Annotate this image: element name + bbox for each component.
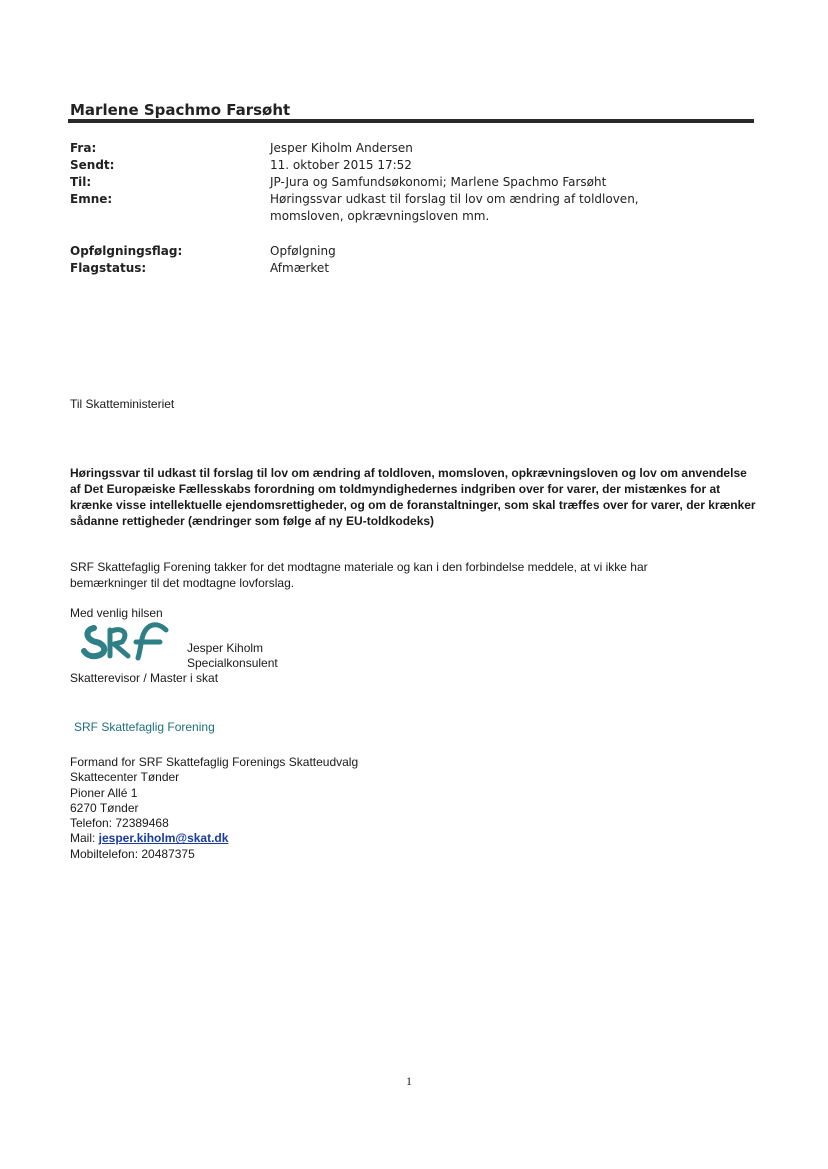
flag-status-label: Flagstatus: — [70, 261, 147, 275]
mailbox-owner-name: Marlene Spachmo Farsøht — [70, 101, 291, 119]
signature-title: Specialkonsulent — [187, 656, 278, 670]
mail-label: Mail: — [70, 831, 99, 846]
followup-flag-label: Opfølgningsflag: — [70, 244, 183, 258]
hearing-subject: Høringssvar til udkast til forslag til lov om ændring af toldloven, momsloven, opkrævningsloven og lov om anvendelse af Det Europæiske Fællesskabs forordning om toldmyndighedernes indgriben over for varer, der mistænkes for at krænke visse intellektuelle ejendomsrettigheder, og om de foranstaltninger, som skal træffes over for varer, der krænker sådanne rettigheder (ændringer som følge af ny EU-toldkodeks) — [70, 466, 756, 528]
from-value: Jesper Kiholm Andersen — [270, 141, 413, 155]
subject-value: Høringssvar udkast til forslag til lov om ændring af toldloven, momsloven, opkrævningsloven mm. — [270, 192, 639, 223]
contact-phone: Telefon: 72389468 — [70, 816, 169, 831]
header-divider — [68, 119, 754, 123]
contact-street: Pioner Allé 1 — [70, 785, 138, 800]
contact-office: Skattecenter Tønder — [70, 770, 180, 785]
to-value: JP-Jura og Samfundsøkonomi; Marlene Spachmo Farsøht — [270, 175, 607, 189]
flag-status-value: Afmærket — [270, 261, 330, 275]
contact-committee: Formand for SRF Skattefaglig Forenings Skatteudvalg — [70, 755, 359, 769]
salutation: Til Skatteministeriet — [70, 397, 175, 411]
contact-block — [70, 755, 358, 862]
signature-name: Jesper Kiholm — [187, 641, 264, 655]
signature-role: Skatterevisor / Master i skat — [70, 671, 219, 685]
sent-value: 11. oktober 2015 17:52 — [270, 158, 412, 172]
contact-mobile: Mobiltelefon: 20487375 — [70, 846, 195, 861]
subject-label: Emne: — [70, 192, 113, 206]
email-link[interactable]: jesper.kiholm@skat.dk — [98, 831, 229, 846]
organization-name: SRF Skattefaglig Forening — [74, 720, 215, 734]
contact-city: 6270 Tønder — [70, 800, 139, 815]
to-label: Til: — [70, 175, 92, 189]
from-label: Fra: — [70, 141, 97, 155]
message-body: SRF Skattefaglig Forening takker for det modtagne materiale og kan i den forbindelse meddele, at vi ikke har bemærkninger til det modtagne lovforslag. — [70, 560, 648, 590]
page-number: 1 — [406, 1074, 412, 1088]
contact-mail-line — [70, 831, 358, 846]
followup-flag-value: Opfølgning — [270, 244, 336, 258]
srf-logo — [80, 618, 180, 666]
sent-label: Sendt: — [70, 158, 115, 172]
closing: Med venlig hilsen — [70, 606, 163, 620]
